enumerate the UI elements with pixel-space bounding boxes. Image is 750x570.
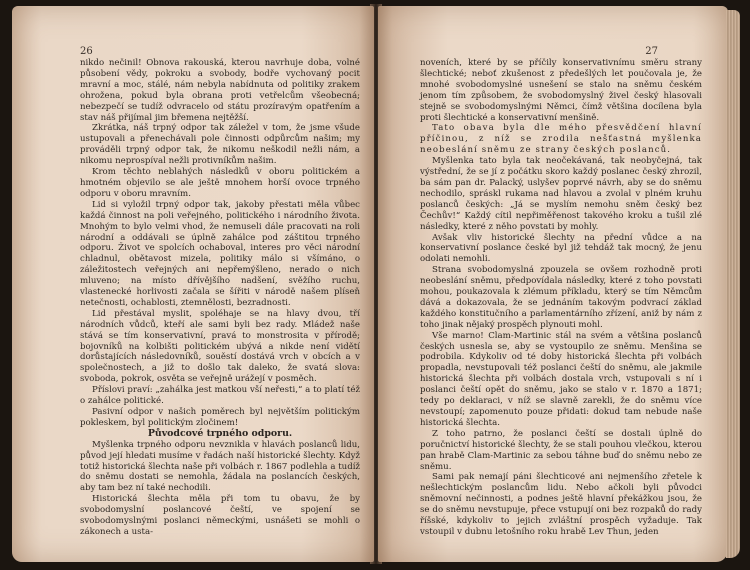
paragraph: Sami pak nemají páni šlechticové ani nejmenšího zřetele k nešlechtickým poslancům lidu. Nebo ačkoli byli původci sněmovní nečinnosti, a podnes ještě hlavní překážkou jsou, že se do sněmu nevstupuje, přece vstupují oni bez rozpaků do rady říšské, kdykoliv to jejich zvláštní prospěch vyžaduje. Tak vstoupil v dubnu letošního roku hrabě Lev Thun, jeden: [420, 472, 702, 537]
paragraph: Příslovi praví: „zahálka jest matkou vší neřesti,“ a to platí též o zahálce politické.: [80, 385, 360, 407]
paragraph: Z toho patrno, že poslanci čeští se dostali úplně do poručnictví historické šlechty, že se stali pouhou vlečkou, kterou pan hrabě Clam-Martinic za sebou táhne buď do sněmu nebo ze sněmu.: [420, 428, 702, 472]
paragraph: noveních, které by se příčily konservativnímu směru strany šlechtické; neboť zkušenost z předešlých let poučovala je, že mnohé svobodomyslné usnešení se stalo na sněmu českém jenom tím způsobem, že svobodomyslný živel český hlasovali stejně se svobodomyslnými Němci, čímž většina docílena byla proti šlechtické a konservativní menšině.: [420, 58, 702, 123]
paragraph: Historická šlechta měla při tom tu obavu, že by svobodomyslní poslancové čeští, ve spojení se svobodomyslnými poslanci německými, usnášeti se mohli o zákonech a usta-: [80, 494, 360, 537]
right-page: [378, 6, 728, 562]
paragraph: Myšlenka tato byla tak neočekávaná, tak neobyčejná, tak výstřední, že se jí z počátku skoro každý poslanec český zhrozil, ba sám pan dr. Palacký, uslyšev poprvé návrh, aby se do sněmu nechodilo, spráskl rukama nad hlavou a zvolal v plném kruhu poslanců českých: „Já se myslím nemohu sněm český bez Čechův!“ Každý cítil nepřiměřenost takového kroku a tušil zlé následky, které z něho povstati by mohly.: [420, 156, 702, 232]
page-edges: [726, 10, 740, 558]
paragraph: Pasivní odpor v našich poměrech byl největším politickým pokleskem, byl politickým zločinem!: [80, 407, 360, 428]
paragraph: Lid přestával myslit, spoléhaje se na hlavy dvou, tří národních vůdců, kteří ale sami byli bez rady. Mládež naše stává se tím konservativní, pravá to monstrosita v přírodě; bojovníků na kolbišti politickém ubývá a nikde není vidětí dorůstajících následovníků, souěstí dostává vrch v obcích a v společnostech, a již to došlo tak daleko, že svatá slova: svoboda, pokrok, osvěta se veřejně urážejí v posměch.: [80, 308, 360, 385]
paragraph: Tato obava byla dle mého přesvědčení hlavní příčinou, z níž se zrodila nešťastná myšlenka neobeslání sněmu ze strany českých poslanců.: [420, 123, 702, 156]
page-number-left: 26: [80, 46, 93, 57]
left-page-text: [80, 58, 360, 538]
paragraph: Avšak vliv historické šlechty na přední vůdce a na konservativní poslance české byl již tehdáž tak mocný, že jenu odolati nemohli.: [420, 232, 702, 265]
paragraph: Vše marno! Clam-Martinic stál na svém a většina poslanců českých usnesla se, aby se vystoupilo ze sněmu. Menšina se podrobila. Kdykoliv od té doby historická šlechta při volbách propadla, nevstupovali též poslanci čeští do sněmu, ale jakmile historická šlechta při volbách dostala vrch, vstupovali s ní i poslanci čeští opět do sněmu, jako se stalo v r. 1870 a 1871; tedy po deklaraci, v níž se slavně zarekli, že do sněmu více nevstoupí; zapomenuto pouze přidati: dokud tam nebude naše historická šlechta.: [420, 330, 702, 428]
paragraph: Zkrátka, náš trpný odpor tak záležel v tom, že jsme všude ustupovali a přenechávali pole činnosti odpůrcům našim; my prováděli trpný odpor tak, že nikomu neškodil nežli nám, a nikomu neprospíval nežli protivníkům našim.: [80, 123, 360, 167]
section-heading: Původcové trpného odporu.: [147, 427, 293, 439]
left-page: [12, 6, 374, 562]
paragraph: nikdo nečinil! Obnova rakouská, kterou navrhuje doba, volné působení vědy, pokroku a svobody, bodře vychovaný pocit mravní a moc, stálé, nám nebyla nabídnuta od politiky zrakem ohrožena, pokud byla obrana proti vetřelcům všeobecná; nebezpečí se tudíž odvracelo od státu prozíravým opatřením a stav náš přijímal jim břemena nejtěžší.: [80, 58, 360, 123]
paragraph: Myšlenka trpného odporu nevznikla v hlavách poslanců lidu, původ její hledati musíme v řadách naší historické šlechty. Když totiž historická šlechta naše při volbách r. 1867 podlehla a tudíž do sněmu dostati se nemohla, žádala na poslancích českých, aby tam bez ní také nechodili.: [80, 439, 360, 494]
paragraph: Strana svobodomyslná zpouzela se ovšem rozhodně proti neobeslání sněmu, předpovídala následky, které z toho povstati mohou, poukazovala k zlémum příkladu, který se tím Němcům dává a dokazovala, že se jednáním takovým podvrací základ každého konstitučního a parlamentárního zřízení, aniž by nám z toho jinak nějaký prospěch plynouti mohl.: [420, 265, 702, 330]
right-page-text: [420, 58, 702, 538]
paragraph: Lid si vyložil trpný odpor tak, jakoby přestati měla vůbec každá činnost na poli veřejného, politického i národního života. Mnohým to bylo velmi vhod, že nemuseli dále pracovati na roli národní a oddávali se úplně zahálce pod záštitou trpného odporu. Život ve spolcích ochaboval, interes pro věci národní chladnul, obětavost mizela, politiky málo si všímáno, o záležitostech veřejných ani nepřemýšleno, nerado o nich mluveno; na místo dřívějšího nadšení, svěžího ruchu, vlastenecké horlivosti začala se šířiti v národě našem plíseň netečnosti, ochablosti, ztemnělosti, bezradnosti.: [80, 199, 360, 308]
paragraph: Krom těchto neblahých následků v oboru politickém a hmotném objevilo se ale ještě mnohem horší ovoce trpného odporu v oboru mravním.: [80, 167, 360, 199]
page-number-right: 27: [645, 46, 658, 57]
